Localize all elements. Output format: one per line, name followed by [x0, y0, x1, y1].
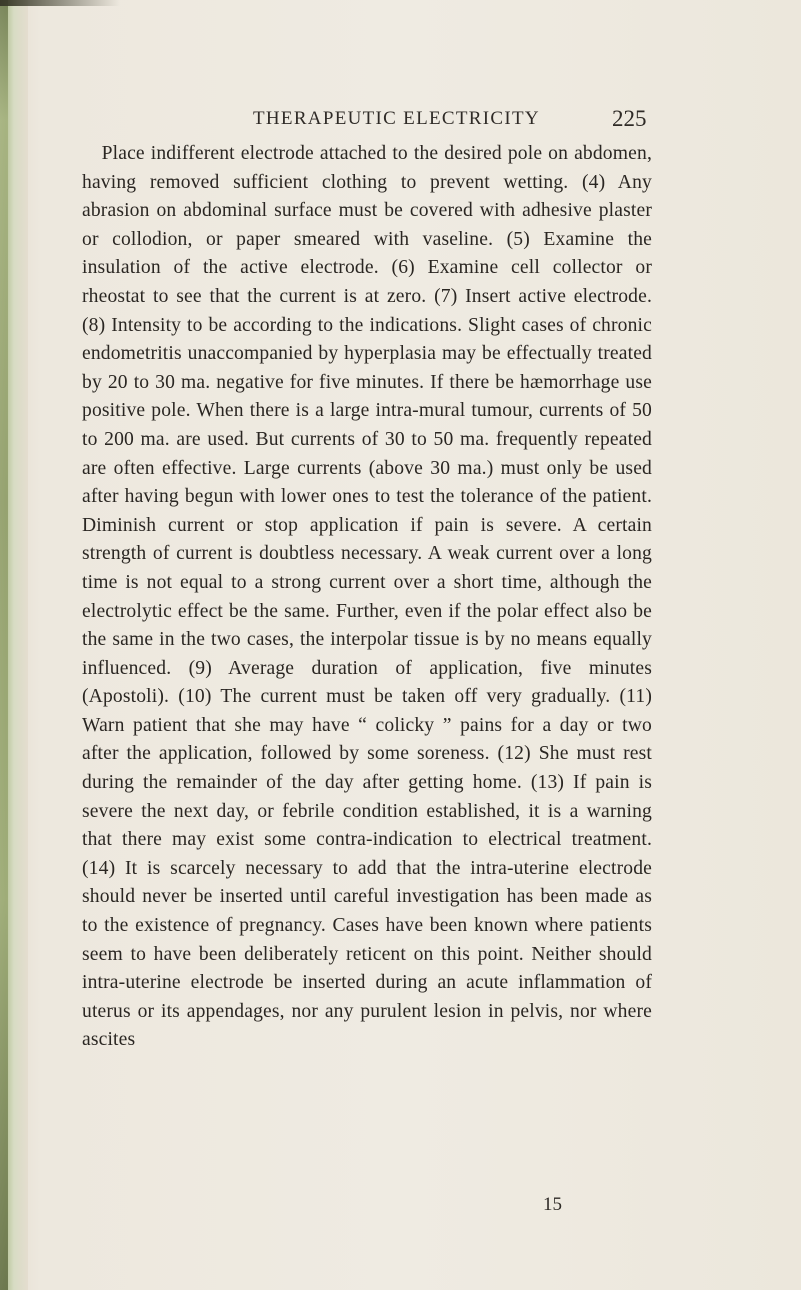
body-paragraph: Place indifferent electrode attached to the desired pole on abdomen, having removed sufficient clothing to prevent wetting. (4) Any abrasion on abdominal surface must be covered with adhesive plaster or collodion, or paper smeared with vaseline. (5) Examine the insulation of the active electrode. (6) Examine cell collector or rheostat to see that the current is at zero. (7) Insert active electrode. (8) Intensity to be according to the indications. Slight cases of chronic endometritis unaccompanied by hyperplasia may be effectually treated by 20 to 30 ma. negative for five minutes. If there be hæmorrhage use positive pole. When there is a large intra-mural tumour, currents of 50 to 200 ma. are used. But currents of 30 to 50 ma. frequently repeated are often effective. Large currents (above 30 ma.) must only be used after having begun with lower ones to test the tolerance of the patient. Diminish current or stop application if pain is severe. A certain strength of current is doubtless necessary. A weak current over a long time is not equal to a strong current over a short time, although the electrolytic effect be the same. Further, even if the polar effect also be the same in the two cases, the interpolar tissue is by no means equally influenced. (9) Average duration of application, five minutes (Apostoli). (10) The current must be taken off very gradually. (11) Warn patient that she may have “ colicky ” pains for a day or two after the application, followed by some soreness. (12) She must rest during the remainder of the day after getting home. (13) If pain is severe the next day, or febrile condition established, it is a warning that there may exist some contra-indication to electrical treatment. (14) It is scarcely necessary to add that the intra-uterine electrode should never be inserted until careful investigation has been made as to the existence of pregnancy. Cases have been known where patients seem to have been deliberately reticent on this point. Neither should intra-uterine electrode be inserted during an acute inflammation of uterus or its appendages, nor any purulent lesion in pelvis, nor where ascites [82, 143, 652, 1051]
spine-shadow [0, 0, 8, 1290]
page-number: 225 [612, 106, 647, 131]
page-top-edge [0, 0, 120, 6]
running-head: THERAPEUTIC ELECTRICITY [253, 108, 540, 129]
page-header [0, 104, 801, 134]
signature-mark: 15 [543, 1194, 562, 1215]
